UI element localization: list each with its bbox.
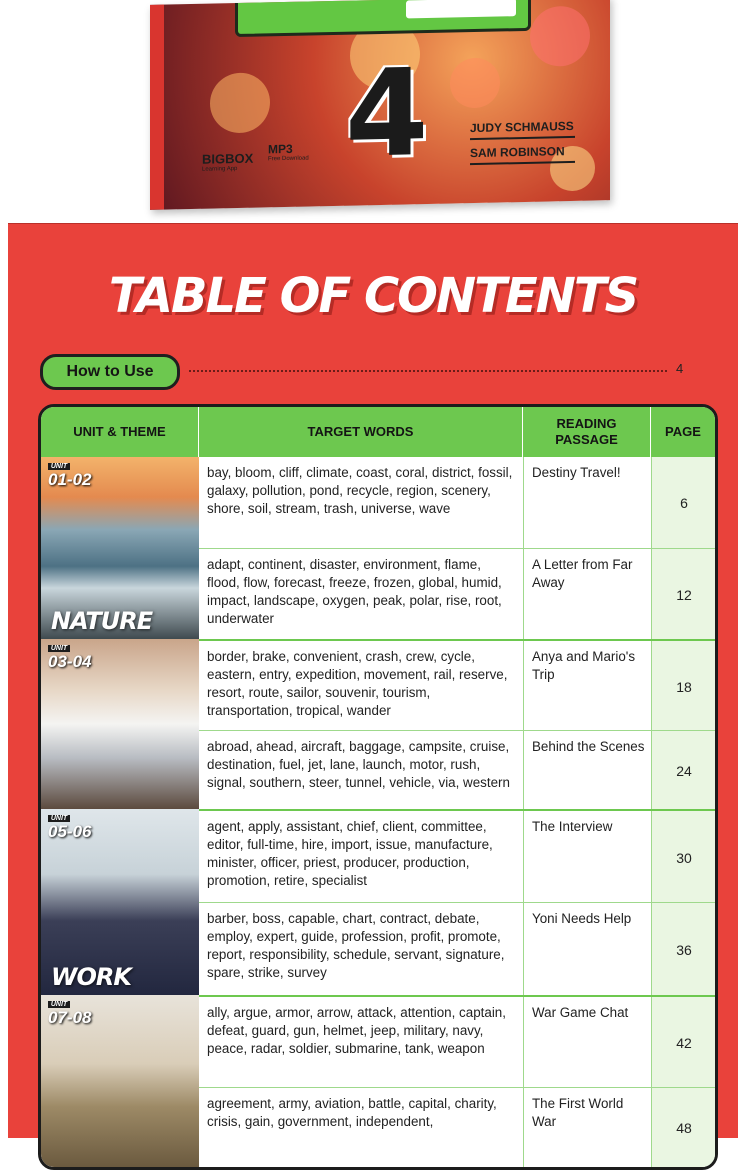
table-row bbox=[199, 457, 715, 548]
target-words: adapt, continent, disaster, environment, flame, flood, flow, forecast, freeze, frozen, global, humid, impact, landscape, oxygen, peak, polar, rise, root, underwater bbox=[207, 557, 502, 626]
author-name: JUDY SCHMAUSS bbox=[470, 116, 575, 140]
cover-level-number: 4 bbox=[345, 43, 429, 185]
header-reading-passage bbox=[523, 407, 651, 457]
brand-sub: Learning App bbox=[202, 165, 238, 173]
book-cover bbox=[150, 0, 610, 210]
table-row bbox=[199, 730, 715, 810]
page-number: 18 bbox=[651, 641, 716, 732]
page-number: 30 bbox=[651, 811, 716, 904]
reading-passage[interactable]: The First World War bbox=[523, 1088, 651, 1168]
dotted-leader bbox=[189, 370, 667, 372]
author-name: SAM ROBINSON bbox=[470, 141, 575, 165]
unit-theme: WORK bbox=[51, 963, 131, 991]
table-row bbox=[199, 995, 715, 1089]
how-to-use-page: 4 bbox=[676, 361, 684, 376]
reading-passage[interactable]: The Interview bbox=[523, 811, 651, 904]
table-row bbox=[199, 809, 715, 904]
page-number: 36 bbox=[651, 903, 716, 996]
unit-number: 05-06 bbox=[48, 822, 92, 841]
unit-tag: UNIT bbox=[48, 815, 70, 822]
target-words: ally, argue, armor, arrow, attack, attention, captain, defeat, guard, gun, helmet, jeep, military, navy, peace, radar, soldier, submarine, tank, weapon bbox=[207, 1005, 506, 1056]
unit-image-military bbox=[41, 995, 199, 1167]
target-words: agreement, army, aviation, battle, capital, charity, crisis, gain, government, independent, bbox=[207, 1096, 497, 1129]
page-number: 42 bbox=[651, 997, 716, 1089]
table-row bbox=[199, 639, 715, 732]
header-unit-theme: UNIT & THEME bbox=[41, 407, 199, 457]
unit-image-nature bbox=[41, 457, 199, 639]
unit-label bbox=[48, 1001, 91, 1028]
unit-number: 07-08 bbox=[48, 1008, 92, 1027]
target-words: border, brake, convenient, crash, crew, cycle, eastern, entry, expedition, movement, rail, reserve, resort, route, sailor, souvenir, tourism, transportation, tropical, wander bbox=[207, 649, 508, 718]
mp3-sub: Free Download bbox=[268, 155, 309, 163]
table-header bbox=[41, 407, 715, 457]
how-to-use-button[interactable]: How to Use bbox=[40, 354, 180, 390]
table-row bbox=[199, 1087, 715, 1168]
page-number: 24 bbox=[651, 731, 716, 810]
page-number: 48 bbox=[651, 1088, 716, 1168]
unit-label bbox=[48, 815, 91, 842]
mp3-logo bbox=[268, 141, 309, 162]
unit-image-work bbox=[41, 809, 199, 995]
page-number: 6 bbox=[651, 457, 716, 548]
cover-title-band bbox=[235, 0, 531, 37]
reading-passage[interactable]: Behind the Scenes bbox=[523, 731, 651, 810]
unit-image-travel bbox=[41, 639, 199, 809]
table-row bbox=[199, 548, 715, 640]
header-reading-passage-label: READING PASSAGE bbox=[555, 416, 618, 447]
unit-number: 03-04 bbox=[48, 652, 92, 671]
reading-passage[interactable]: War Game Chat bbox=[523, 997, 651, 1089]
unit-tag: UNIT bbox=[48, 463, 70, 470]
toc-page bbox=[8, 223, 738, 1138]
page-number: 12 bbox=[651, 549, 716, 640]
target-words: agent, apply, assistant, chief, client, committee, editor, full-time, hire, import, issue, manufacture, minister, officer, priest, producer, production, promotion, retire, specialist bbox=[207, 819, 493, 888]
unit-tag: UNIT bbox=[48, 1001, 70, 1008]
reading-passage[interactable]: Destiny Travel! bbox=[523, 457, 651, 548]
page-title: TABLE OF CONTENTS bbox=[108, 268, 638, 324]
reading-passage[interactable]: Yoni Needs Help bbox=[523, 903, 651, 996]
unit-number: 01-02 bbox=[48, 470, 92, 489]
target-words: bay, bloom, cliff, climate, coast, coral, district, fossil, galaxy, pollution, pond, recycle, region, scenery, shore, soil, stream, trash, universe, wave bbox=[207, 465, 513, 516]
contents-table bbox=[38, 404, 718, 1170]
target-words: abroad, ahead, aircraft, baggage, campsite, cruise, destination, fuel, jet, lane, launch, motor, rush, signal, southern, steer, tunnel, vehicle, via, western bbox=[207, 739, 510, 790]
bokeh-light bbox=[530, 6, 590, 67]
target-words: barber, boss, capable, chart, contract, debate, employ, expert, guide, profession, profit, promote, report, responsibility, schedule, servant, signature, spare, strike, survey bbox=[207, 911, 505, 980]
bokeh-light bbox=[450, 57, 500, 108]
unit-tag: UNIT bbox=[48, 645, 70, 652]
mp3-label: MP3 bbox=[268, 141, 293, 157]
cover-spine bbox=[150, 5, 164, 210]
header-target-words: TARGET WORDS bbox=[199, 407, 523, 457]
brand-name: BIGBOX bbox=[202, 150, 254, 167]
header-page: PAGE bbox=[665, 424, 701, 439]
reading-passage[interactable]: A Letter from Far Away bbox=[523, 549, 651, 640]
cover-authors bbox=[470, 116, 575, 168]
unit-label bbox=[48, 463, 91, 490]
table-row bbox=[199, 902, 715, 996]
bokeh-light bbox=[210, 72, 270, 133]
bigbox-logo bbox=[202, 151, 253, 173]
unit-label bbox=[48, 645, 91, 672]
unit-theme: NATURE bbox=[51, 607, 153, 635]
reading-passage[interactable]: Anya and Mario's Trip bbox=[523, 641, 651, 732]
